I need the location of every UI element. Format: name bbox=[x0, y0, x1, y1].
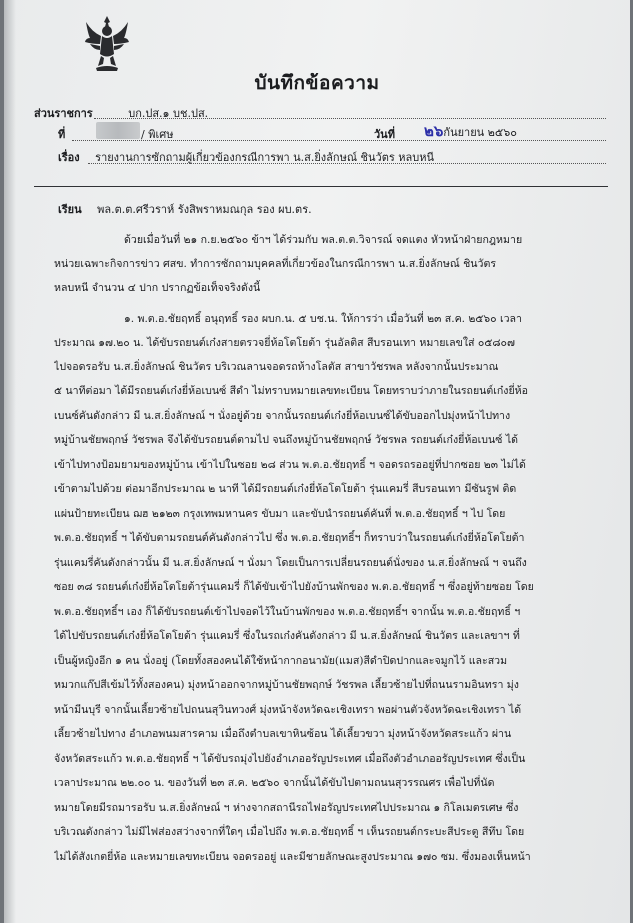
date-label: วันที่ bbox=[374, 128, 395, 141]
to-value: พล.ต.ต.ศรีวราห์ รังสิพราหมณกุล รอง ผบ.ตร. bbox=[97, 203, 312, 216]
paper-shadow bbox=[4, 0, 16, 923]
body-line: เข้าไปทางป้อมยามของหมู่บ้าน เข้าไปในซอย ๒๘ ส่วน พ.ต.อ.ชัยฤทธิ์ ฯ จอดรถรออยู่ที่ปากซอย ๒๓ ไม่ได้ bbox=[54, 459, 526, 471]
to-label: เรียน bbox=[58, 203, 82, 216]
body-line: หมายโดยมีรถมารอรับ น.ส.ยิ่งลักษณ์ ฯ ห่างจากสถานีรถไฟอรัญประเทศไปประมาณ ๑ กิโลเมตรเศษ ซึ่ง bbox=[54, 802, 519, 814]
body-line: หลบหนี จำนวน ๔ ปาก ปรากฏข้อเท็จจริงดังนี้ bbox=[54, 282, 261, 294]
body-line: พ.ต.อ.ชัยฤทธิ์ฯ เอง ก็ได้ขับรถยนต์เข้าไปจอดไว้ในบ้านพักของ พ.ต.อ.ชัยฤทธิ์ฯ จากนั้น พ.ต.อ.ชัยฤทธิ์ ฯ bbox=[54, 606, 521, 618]
body-line: ด้วยเมื่อวันที่ ๒๑ ก.ย.๒๕๖๐ ข้าฯ ได้ร่วมกับ พล.ต.ต.วิจารณ์ จดแตง หัวหน้าฝ่ายกฎหมาย bbox=[124, 234, 523, 246]
body-line: ซอย ๓๘ รถยนต์เก๋งยี่ห้อโตโยต้ารุ่นแคมรี่ ก็ได้ขับเข้าไปยังบ้านพักของ พ.ต.อ.ชัยฤทธิ์ ฯ ซึ่งอยู่ท้ายซอย โดย bbox=[54, 581, 534, 593]
body-line: เวลาประมาณ ๒๒.๐๐ น. ของวันที่ ๒๓ ส.ค. ๒๕๖๐ จากนั้นได้ขับไปตามถนนสุวรรณศร เพื่อไปที่นัด bbox=[54, 777, 495, 789]
body-line: แผ่นป้ายทะเบียน ฌฮ ๒๑๒๓ กรุงเทพมหานคร ขับมา และขับนำรถยนต์คันที่ พ.ต.อ.ชัยฤทธิ์ ฯ ไป โดย bbox=[54, 508, 506, 520]
subject-value: รายงานการซักถามผู้เกี่ยวข้องกรณีการพา น.ส.ยิ่งลักษณ์ ชินวัตร หลบหนี bbox=[95, 151, 434, 164]
agency-label: ส่วนราชการ bbox=[34, 107, 93, 120]
body-line: หน่วยเฉพาะกิจการข่าว ศสข. ทำการซักถามบุคคลที่เกี่ยวข้องในกรณีการพา น.ส.ยิ่งลักษณ์ ชินวัตร bbox=[54, 258, 497, 270]
date-month-year: กันยายน ๒๕๖๐ bbox=[443, 126, 517, 139]
body-line: เลี้ยวซ้ายไปทาง อำเภอพนมสารคาม เมื่อถึงตำบลเขาหินซ้อน ได้เลี้ยวขวา มุ่งหน้าจังหวัดสระแก้ว ผ่าน bbox=[54, 728, 512, 740]
body-line: หมวกแก๊ปสีเข้มไว้ทั้งสองคน) มุ่งหน้าออกจากหมู่บ้านชัยพฤกษ์ วัชรพล เลี้ยวซ้ายไปที่ถนนรามอินทรา มุ่ง bbox=[54, 679, 519, 691]
body-line: พ.ต.อ.ชัยฤทธิ์ ฯ ได้ขับตามรถยนต์คันดังกล่าวไป ซึ่ง พ.ต.อ.ชัยฤทธิ์ฯ ก็ทราบว่าในรถยนต์เก๋งยี่ห้อโตโยต้า bbox=[54, 532, 525, 544]
body-line: หมู่บ้านชัยพฤกษ์ วัชรพล จึงได้ขับรถยนต์ตามไป จนถึงหมู่บ้านชัยพฤกษ์ วัชรพล รถยนต์เก๋งยี่ห้อเบนซ์ ได้ bbox=[54, 434, 519, 446]
agency-row bbox=[34, 104, 208, 122]
memo-title: บันทึกข้อความ bbox=[254, 72, 380, 94]
date-day: ๒๖ bbox=[424, 122, 444, 140]
garuda-emblem-icon bbox=[84, 14, 130, 72]
number-label: ที่ bbox=[58, 128, 66, 141]
number-suffix: / พิเศษ bbox=[141, 128, 174, 141]
redacted-number bbox=[96, 122, 140, 139]
body-line: เข้าตามไปด้วย ต่อมาอีกประมาณ ๒ นาที ได้มีรถยนต์เก๋งยี่ห้อโตโยต้า รุ่นแคมรี่ สีบรอนเทา มีซันรูฟ ติด bbox=[54, 483, 517, 495]
dotted-line bbox=[94, 118, 606, 119]
body-line: จังหวัดสระแก้ว พ.ต.อ.ชัยฤทธิ์ ฯ ได้ขับรถมุ่งไปยังอำเภออรัญประเทศ เมื่อถึงตัวอำเภออรัญประเทศ ซึ่งเป็น bbox=[54, 753, 526, 765]
body-line: ๑. พ.ต.อ.ชัยฤทธิ์ อนุฤทธิ์ รอง ผบก.น. ๕ บช.น. ให้การว่า เมื่อวันที่ ๒๓ ส.ค. ๒๕๖๐ เวลา bbox=[124, 313, 522, 325]
body-line: บริเวณดังกล่าว ไม่มีไฟส่องสว่างจากที่ใดๆ เมื่อไปถึง พ.ต.อ.ชัยฤทธิ์ ฯ เห็นรถยนต์กระบะสีประตู สีทึบ โดย bbox=[54, 826, 525, 838]
body-line: รุ่นแคมรี่คันดังกล่าวนั้น มี น.ส.ยิ่งลักษณ์ ฯ นั่งมา โดยเป็นการเปลี่ยนรถยนต์นั่งของ น.ส.ยิ่งลักษณ์ ฯ จนถึง bbox=[54, 557, 527, 569]
memo-paper bbox=[4, 0, 630, 923]
subject-label: เรื่อง bbox=[58, 151, 80, 164]
body-line: ไม่ได้สังเกตยี่ห้อ และหมายเลขทะเบียน จอดรออยู่ และมีชายลักษณะสูงประมาณ ๑๗๐ ซม. ซึ่งมองเห็นหน้า bbox=[54, 851, 531, 863]
body-line: ได้ไปขับรถยนต์เก๋งยี่ห้อโตโยต้า รุ่นแคมรี่ ซึ่งในรถเก๋งคันดังกล่าว มี น.ส.ยิ่งลักษณ์ ชินวัตร และเลขาฯ ที่ bbox=[54, 630, 520, 642]
body-line: ๕ นาทีต่อมา ได้มีรถยนต์เก๋งยี่ห้อเบนซ์ สีดำ ไม่ทราบหมายเลขทะเบียน โดยทราบว่าภายในรถยนต์เก๋งยี่ห้อ bbox=[54, 385, 529, 397]
body-line: ประมาณ ๑๗.๒๐ น. ได้ขับรถยนต์เก๋งสายตรวจยี่ห้อโตโยต้า รุ่นอัลติส สีบรอนเทา หมายเลขใส่ ๐๕๘๐๗ bbox=[54, 337, 515, 349]
agency-value: บก.ปส.๑ บช.ปส. bbox=[128, 107, 209, 120]
body-line: หน้ามีนบุรี จากนั้นเลี้ยวซ้ายไปถนนสุวินทวงศ์ มุ่งหน้าจังหวัดฉะเชิงเทรา พอผ่านตัวจังหวัดฉะเชิงเทรา ได้ bbox=[54, 704, 522, 716]
body-line: ไปจอดรอรับ น.ส.ยิ่งลักษณ์ ชินวัตร บริเวณลานจอดรถห้างโลตัส สาขาวัชรพล หลังจากนั้นประมาณ bbox=[54, 361, 499, 373]
header-divider bbox=[34, 186, 608, 187]
body-line: เบนซ์คันดังกล่าว มี น.ส.ยิ่งลักษณ์ ฯ นั่งอยู่ด้วย จากนั้นรถยนต์เก๋งยี่ห้อเบนซ์ได้ขับออกไปมุ่งหน้าไปทาง bbox=[54, 410, 511, 422]
dotted-line bbox=[88, 163, 606, 164]
body-line: เป็นผู้หญิงอีก ๑ คน นั่งอยู่ (โดยทั้งสองคนได้ใช้หน้ากากอนามัย(แมส)สีดำปิดปากและจมูกไว้ และสวม bbox=[54, 655, 508, 667]
to-row bbox=[58, 200, 312, 218]
dotted-line bbox=[72, 140, 606, 141]
